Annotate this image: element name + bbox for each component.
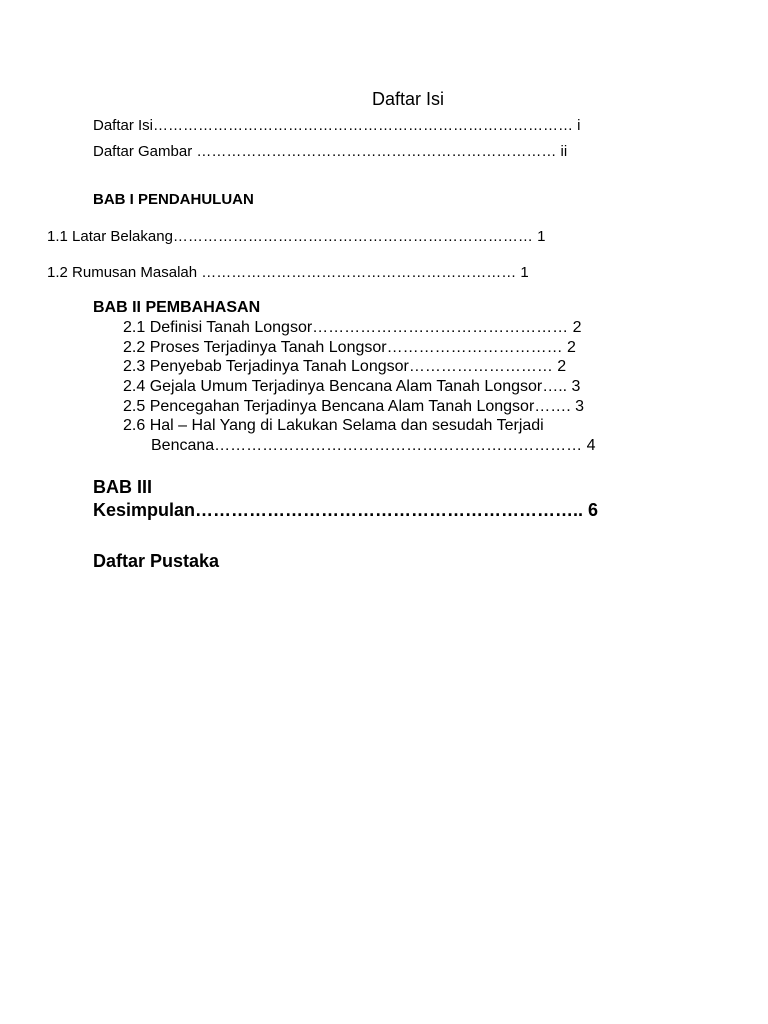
toc-entry-daftar-isi: Daftar Isi………………………………………………………………………… i — [93, 117, 581, 134]
daftar-pustaka-heading: Daftar Pustaka — [93, 551, 220, 571]
bab2-heading: BAB II PEMBAHASAN — [93, 299, 261, 316]
toc-entry-1-1: 1.1 Latar Belakang……………………………………………………………… 1 — [47, 228, 546, 245]
toc-entry-daftar-gambar: Daftar Gambar ……………………………………………………………… ii — [93, 143, 568, 160]
toc-entry-2-1: 2.1 Definisi Tanah Longsor………………………………………… 2 — [123, 319, 582, 336]
toc-entry-2-4: 2.4 Gejala Umum Terjadinya Bencana Alam Tanah Longsor….. 3 — [123, 378, 581, 395]
bab3-heading: BAB III — [93, 477, 153, 497]
toc-entry-2-6: 2.6 Hal – Hal Yang di Lakukan Selama dan sesudah Terjadi — [123, 417, 544, 434]
toc-entry-2-3: 2.3 Penyebab Terjadinya Tanah Longsor……………………… 2 — [123, 358, 567, 375]
toc-entry-kesimpulan: Kesimpulan……………………………………………………….. 6 — [93, 500, 599, 520]
toc-entry-2-5: 2.5 Pencegahan Terjadinya Bencana Alam Tanah Longsor……. 3 — [123, 398, 585, 415]
toc-entry-1-2: 1.2 Rumusan Masalah ……………………………………………………… 1 — [47, 264, 529, 281]
toc-entry-2-2: 2.2 Proses Terjadinya Tanah Longsor…………………………… 2 — [123, 339, 576, 356]
toc-entry-2-6-continued: Bencana…………………………………………………………… 4 — [151, 437, 596, 454]
toc-title: Daftar Isi — [371, 89, 445, 109]
bab1-heading: BAB I PENDAHULUAN — [93, 191, 254, 208]
